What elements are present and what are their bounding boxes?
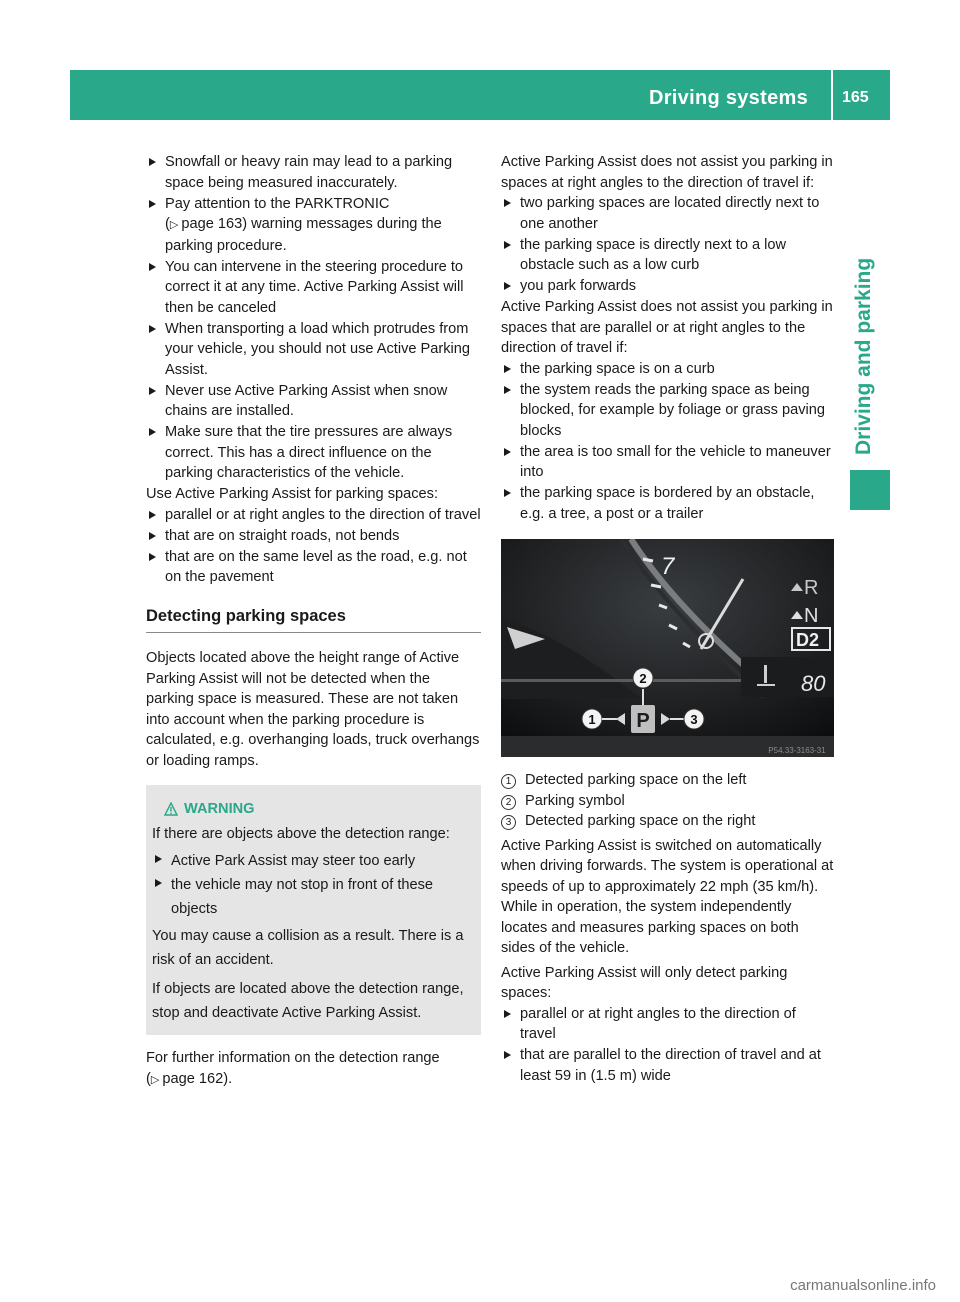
- list-item: Active Park Assist may steer too early: [152, 849, 475, 873]
- list-item: the system reads the parking space as being blocked, for example by foliage or grass paving blocks: [501, 380, 835, 442]
- legend-text: Parking symbol: [525, 792, 625, 809]
- legend-number: 3: [501, 815, 516, 830]
- page-ref-link[interactable]: page 162).: [162, 1070, 233, 1087]
- page-number: 165: [842, 89, 869, 106]
- list-item-text: Pay attention to the PARKTRONIC: [165, 195, 390, 212]
- bullet-list-right-angle: [501, 193, 835, 297]
- bullet-list-precautions: [146, 152, 481, 484]
- list-item: Never use Active Parking Assist when snow chains are installed.: [146, 381, 481, 422]
- list-item: You can intervene in the steering procedure to correct it at any time. Active Parking Assist will then be canceled: [146, 257, 481, 319]
- section-title: Driving systems: [648, 87, 808, 109]
- header-bar: [70, 70, 890, 120]
- section-heading: Detecting parking spaces: [146, 606, 481, 634]
- svg-text:7: 7: [661, 553, 675, 580]
- detect-intro: Active Parking Assist will only detect parking spaces:: [501, 964, 788, 1001]
- further-info: For further information on the detection range: [146, 1050, 440, 1066]
- list-item: that are parallel to the direction of travel and at least 59 in (1.5 m) wide: [501, 1045, 835, 1086]
- side-tab-label: Driving and parking: [852, 257, 875, 455]
- bullet-list-use: [146, 505, 481, 588]
- list-item: two parking spaces are located directly next to one another: [501, 193, 835, 234]
- warning-box: [146, 785, 481, 1035]
- cluster-illustration: [501, 539, 834, 757]
- list-item: the parking space is on a curb: [501, 359, 835, 380]
- list-item: the parking space is directly next to a low obstacle such as a low curb: [501, 235, 835, 276]
- warning-label: WARNING: [184, 801, 255, 817]
- warning-para-1: You may cause a collision as a result. There is a risk of an accident.: [152, 928, 464, 968]
- callout-3: 3: [690, 712, 698, 727]
- figure-code: P54.33-3163-31: [768, 746, 826, 755]
- left-column: [146, 152, 481, 1090]
- coolant-temp-gauge: [741, 657, 834, 697]
- callout-2: 2: [639, 671, 647, 686]
- further-ref-line: (▷ page 162).: [146, 1070, 233, 1087]
- legend-item: [501, 770, 835, 791]
- gear-n: N: [804, 605, 819, 627]
- figure-legend: [501, 770, 835, 832]
- callout-1: 1: [588, 712, 596, 727]
- warning-triangle-icon: [164, 802, 178, 816]
- page-ref-link[interactable]: page 163) warning messages during the parking procedure.: [165, 216, 442, 254]
- right-column: [501, 152, 835, 1087]
- header-separator: [831, 70, 833, 120]
- temp-value: 80: [801, 671, 826, 696]
- legend-number: 2: [501, 795, 516, 810]
- warning-intro: If there are objects above the detection range:: [152, 826, 450, 842]
- bullet-list-detect: [501, 1004, 835, 1087]
- intro-right-angle: Active Parking Assist does not assist you parking in spaces at right angles to the direction of travel if:: [501, 154, 833, 191]
- list-item: parallel or at right angles to the direction of travel: [501, 1004, 835, 1045]
- gear-d: D2: [796, 630, 820, 650]
- page-ref-arrow-icon: ▷: [150, 1073, 160, 1086]
- warning-bullets: [152, 849, 475, 921]
- gear-r: R: [804, 577, 819, 599]
- bullet-list-parallel: [501, 359, 835, 525]
- ref-paren: (: [165, 216, 170, 232]
- list-item: parallel or at right angles to the direction of travel: [146, 505, 481, 526]
- warning-para-2: If objects are located above the detection range, stop and deactivate Active Parking Assist.: [152, 981, 464, 1021]
- list-item: the vehicle may not stop in front of these objects: [152, 873, 475, 921]
- legend-item: [501, 791, 835, 812]
- legend-text: Detected parking space on the left: [525, 772, 747, 788]
- warning-title: [152, 797, 475, 821]
- list-item: the parking space is bordered by an obstacle, e.g. a tree, a post or a trailer: [501, 483, 835, 524]
- watermark: carmanualsonline.info: [790, 1277, 936, 1294]
- auto-activation-paragraph: Active Parking Assist is switched on automatically when driving forwards. The system is operational at speeds of up to approximately 22 mph (35 km/h). While in operation, the system independently locates and measures parking spaces on both sides of the vehicle.: [501, 837, 834, 956]
- intro-parallel: Active Parking Assist does not assist you parking in spaces that are parallel or at right angles to the direction of travel if:: [501, 299, 833, 356]
- instrument-cluster-figure: [501, 539, 834, 757]
- side-tab-block: [850, 470, 890, 510]
- legend-text: Detected parking space on the right: [525, 813, 756, 829]
- legend-item: [501, 811, 835, 832]
- use-intro: Use Active Parking Assist for parking spaces:: [146, 486, 439, 502]
- list-item: [146, 194, 481, 257]
- list-item: When transporting a load which protrudes from your vehicle, you should not use Active Parking Assist.: [146, 319, 481, 381]
- list-item: that are on straight roads, not bends: [146, 526, 481, 547]
- section-paragraph: Objects located above the height range of Active Parking Assist will not be detected when the parking space is measured. These are not taken into account when the parking procedure is calculated, e.g. overhanging loads, truck overhangs or loading ramps.: [146, 650, 480, 769]
- list-item: Make sure that the tire pressures are always correct. This has a direct influence on the parking characteristics of the vehicle.: [146, 422, 481, 484]
- list-item: you park forwards: [501, 276, 835, 297]
- list-item: that are on the same level as the road, e.g. not on the pavement: [146, 547, 481, 588]
- legend-number: 1: [501, 774, 516, 789]
- list-item: Snowfall or heavy rain may lead to a parking space being measured inaccurately.: [146, 152, 481, 193]
- page-ref-arrow-icon: ▷: [169, 219, 179, 231]
- list-item: the area is too small for the vehicle to maneuver into: [501, 442, 835, 483]
- parking-symbol: P: [636, 710, 650, 732]
